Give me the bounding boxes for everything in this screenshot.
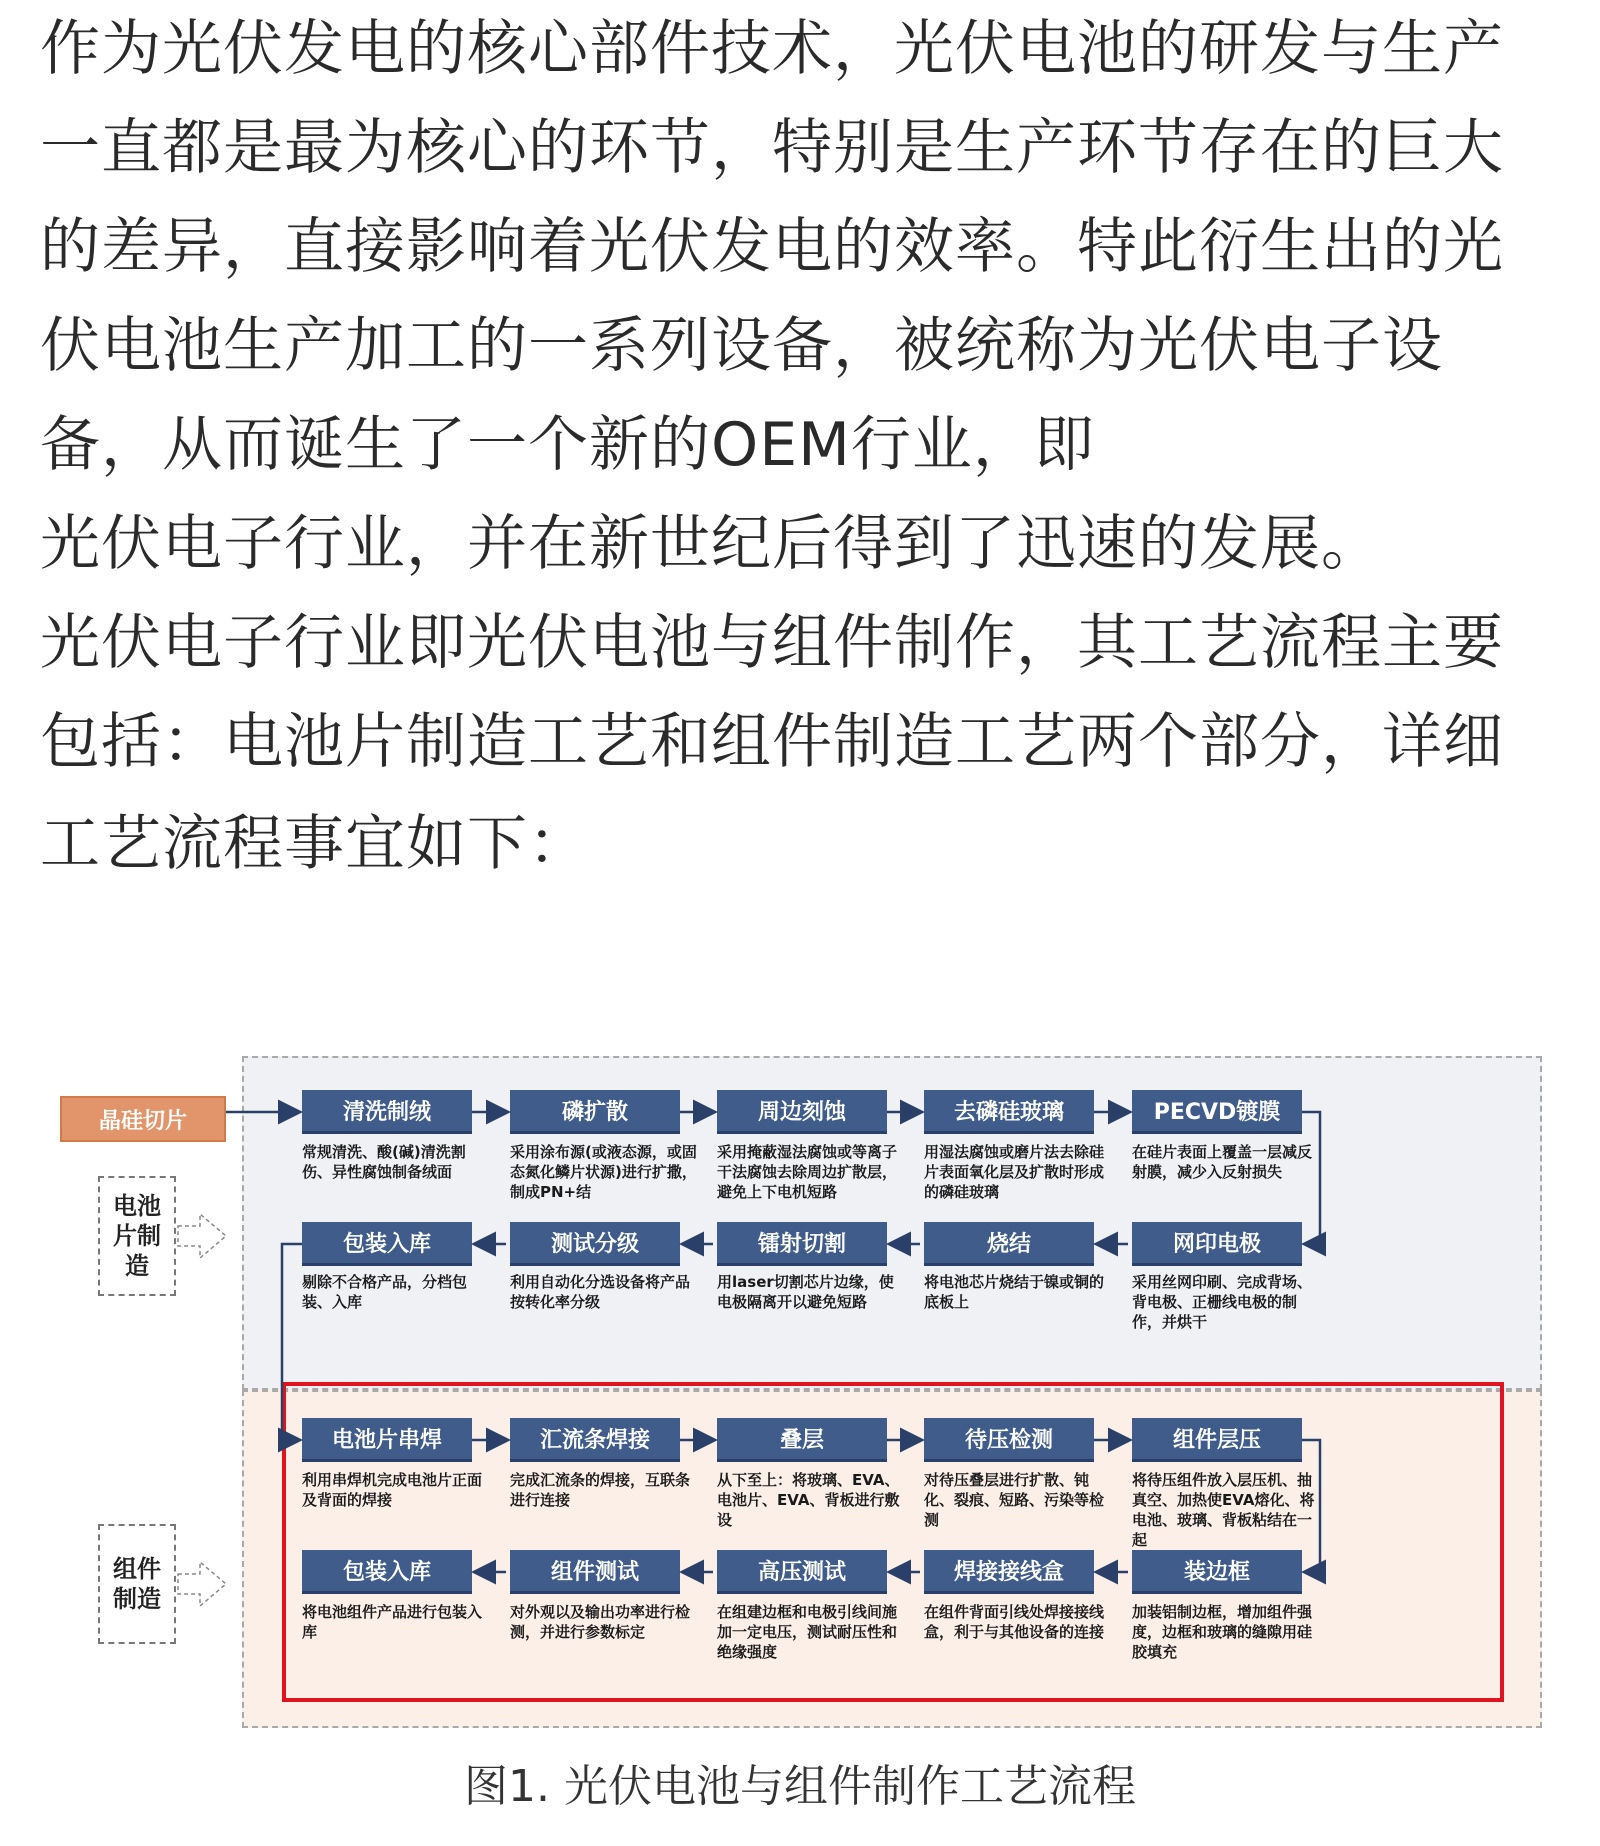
figure-caption: 图1. 光伏电池与组件制作工艺流程: [464, 1761, 1136, 1812]
step-layup: 叠层: [717, 1418, 887, 1462]
step-description: 对待压叠层进行扩散、钝化、裂痕、短路、污染等检测: [924, 1471, 1105, 1529]
step-description: 从下至上：将玻璃、EVA、电池片、EVA、背板进行敷设: [717, 1471, 900, 1529]
flow-arrows: [50, 1050, 1550, 1730]
text-line: 光伏电子行业，并在新世纪后得到了迅速的发展。: [40, 509, 1382, 579]
text-line: 光伏电子行业即光伏电池与组件制作，其工艺流程主要: [40, 608, 1504, 678]
step-description: 将电池芯片烧结于镍或铜的底板上: [924, 1273, 1105, 1311]
label-line: 片制: [113, 1222, 161, 1250]
label-line: 制造: [113, 1585, 161, 1613]
step-pre-lamination-inspection: 待压检测: [924, 1418, 1094, 1462]
step-lamination: 组件层压: [1132, 1418, 1302, 1462]
step-description: 剔除不合格产品，分档包装、入库: [302, 1273, 468, 1311]
step-psg-removal: 去磷硅玻璃: [924, 1090, 1094, 1134]
text-line: 的差异，直接影响着光伏发电的效率。特此衍生出的光: [40, 212, 1504, 282]
step-packaging-module: 包装入库: [302, 1550, 472, 1594]
step-phosphorus-diffusion: 磷扩散: [510, 1090, 680, 1134]
step-description: 在硅片表面上覆盖一层减反射膜，减少入反射损失: [1132, 1143, 1313, 1181]
step-description: 将待压组件放入层压机、抽真空、加热使EVA熔化、将电池、玻璃、背板粘结在一起: [1132, 1471, 1315, 1549]
step-cleaning-texturing: 清洗制绒: [302, 1090, 472, 1134]
step-module-testing: 组件测试: [510, 1550, 680, 1594]
step-description: 加装铝制边框，增加组件强度，边框和玻璃的缝隙用硅胶填充: [1132, 1603, 1313, 1661]
start-node: 晶硅切片: [60, 1096, 226, 1142]
text-line: 作为光伏发电的核心部件技术，光伏电池的研发与生产: [40, 14, 1504, 84]
step-description: 用湿法腐蚀或磨片法去除硅片表面氧化层及扩散时形成的磷硅玻璃: [924, 1143, 1105, 1201]
step-screen-printing: 网印电极: [1132, 1222, 1302, 1266]
step-description: 将电池组件产品进行包装入库: [302, 1603, 483, 1641]
step-description: 采用掩蔽湿法腐蚀或等离子干法腐蚀去除周边扩散层，避免上下电机短路: [717, 1143, 898, 1201]
label-line: 组件: [113, 1555, 161, 1583]
process-flow-diagram: [50, 1050, 1550, 1730]
step-junction-box-welding: 焊接接线盒: [924, 1550, 1094, 1594]
text-line: 伏电池生产加工的一系列设备，被统称为光伏电子设: [40, 311, 1443, 381]
step-description: 利用串焊机完成电池片正面及背面的焊接: [302, 1471, 483, 1509]
step-description: 采用丝网印刷、完成背场、背电极、正栅线电极的制作，并烘干: [1132, 1273, 1313, 1331]
label-line: 造: [125, 1252, 149, 1280]
paragraph-process: [40, 594, 1560, 792]
step-framing: 装边框: [1132, 1550, 1302, 1594]
text-line: 包括：电池片制造工艺和组件制造工艺两个部分，详细: [40, 707, 1504, 777]
paragraph-lead-in: 工艺流程事宜如下：: [40, 809, 589, 879]
step-description: 对外观以及输出功率进行检测，并进行参数标定: [510, 1603, 691, 1641]
text-line: 一直都是最为核心的环节，特别是生产环节存在的巨大: [40, 113, 1504, 183]
step-laser-cutting: 镭射切割: [717, 1222, 887, 1266]
step-description: 完成汇流条的焊接，互联条进行连接: [510, 1471, 691, 1509]
step-description: 采用涂布源(或液态源，或固态氮化鳞片状源)进行扩撒，制成PN+结: [510, 1143, 697, 1201]
article-body: [40, 0, 1560, 896]
text-line: 备，从而诞生了一个新的OEM行业，即: [40, 410, 1095, 480]
label-line: 电池: [113, 1192, 161, 1220]
step-packaging-cell: 包装入库: [302, 1222, 472, 1266]
step-description: 常规清洗、酸(碱)清洗割伤、异性腐蚀制备绒面: [302, 1143, 466, 1181]
step-sintering: 烧结: [924, 1222, 1094, 1266]
step-pecvd-coating: PECVD镀膜: [1132, 1090, 1302, 1134]
step-edge-etching: 周边刻蚀: [717, 1090, 887, 1134]
step-description: 利用自动化分选设备将产品按转化率分级: [510, 1273, 691, 1311]
step-testing-grading: 测试分级: [510, 1222, 680, 1266]
step-description: 在组件背面引线处焊接接线盒，利于与其他设备的连接: [924, 1603, 1105, 1641]
step-description: 用laser切割芯片边缘，使电极隔离开以避免短路: [717, 1273, 894, 1311]
step-cell-stringing: 电池片串焊: [302, 1418, 472, 1462]
step-description: 在组建边框和电极引线间施加一定电压，测试耐压性和绝缘强度: [717, 1603, 898, 1661]
paragraph-intro: [40, 0, 1560, 594]
module-zone-pointer-icon: [178, 1562, 226, 1606]
step-busbar-welding: 汇流条焊接: [510, 1418, 680, 1462]
step-high-voltage-test: 高压测试: [717, 1550, 887, 1594]
cell-zone-pointer-icon: [178, 1214, 226, 1258]
